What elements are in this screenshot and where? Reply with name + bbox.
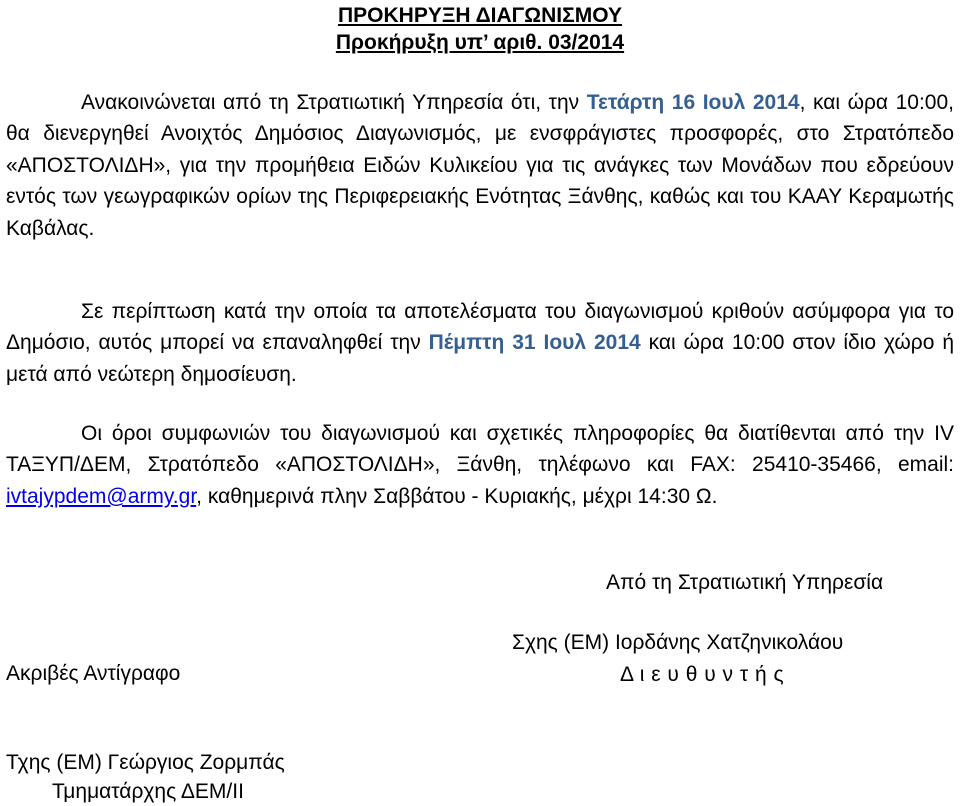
paragraph-text: Ανακοινώνεται από τη Στρατιωτική Υπηρεσία ότι, την xyxy=(81,91,587,114)
issuing-service: Από τη Στρατιωτική Υπηρεσία xyxy=(606,571,884,594)
paragraph-text: Οι όροι συμφωνιών του διαγωνισμού και σχετικές πληροφορίες θα διατίθενται από την ΙV ΤΑΞΥΠ/ΔΕΜ, Στρατόπεδο «ΑΠΟΣΤΟΛΙΔΗ», Ξάνθη, τηλέφωνο και FAX: 25410-35466, email: xyxy=(6,422,954,477)
repeat-tender-date: Πέμπτη 31 Ιουλ 2014 xyxy=(428,331,641,355)
officer-name: Τχης (ΕΜ) Γεώργιος Ζορμπάς xyxy=(6,751,285,774)
paragraph-text: , και ώρα 10:00, θα διενεργηθεί Ανοιχτός Δημόσιος Διαγωνισμός, με ενσφράγιστες προσφορές, στο Στρατόπεδο «ΑΠΟΣΤΟΛΙΔΗ», για την προμήθεια Ειδών Κυλικείου για τις ανάγκες των Μονάδων που εδρεύουν εντός των γεωγραφικών ορίων της Περιφερειακής Ενότητας Ξάνθης, καθώς και του ΚΑΑΥ Κεραμωτής Καβάλας. xyxy=(6,91,954,240)
repeat-tender-paragraph xyxy=(6,296,954,390)
document-subtitle: Προκήρυξη υπ’ αριθ. 03/2014 xyxy=(335,31,625,54)
tender-date: Τετάρτη 16 Ιουλ 2014 xyxy=(586,91,800,114)
commander-name: Σχης (ΕΜ) Ιορδάνης Χατζηνικολάου xyxy=(512,631,844,654)
email-link[interactable]: ivtajypdem@army.gr xyxy=(6,484,197,508)
terms-paragraph xyxy=(6,418,954,512)
paragraph-text: Σε περίπτωση κατά την οποία τα αποτελέσματα του διαγωνισμού κριθούν ασύμφορα για το Δημόσιο, αυτός μπορεί να επαναληφθεί την xyxy=(6,300,954,355)
paragraph-text: και ώρα 10:00 στον ίδιο χώρο ή μετά από νεώτερη δημοσίευση. xyxy=(6,331,955,386)
document-title: ΠΡΟΚΗΡΥΞΗ ΔΙΑΓΩΝΙΣΜΟΥ xyxy=(338,4,622,27)
director-title: Δ ι ε υ θ υ ν τ ή ς xyxy=(620,663,785,686)
department-head-title: Τμηματάρχης ΔΕΜ/ΙΙ xyxy=(52,780,244,803)
paragraph-text: , καθημερινά πλην Σαββάτου - Κυριακής, μέχρι 14:30 Ω. xyxy=(196,484,718,508)
certified-copy-label: Ακριβές Αντίγραφο xyxy=(6,662,181,685)
announcement-paragraph xyxy=(6,87,954,244)
